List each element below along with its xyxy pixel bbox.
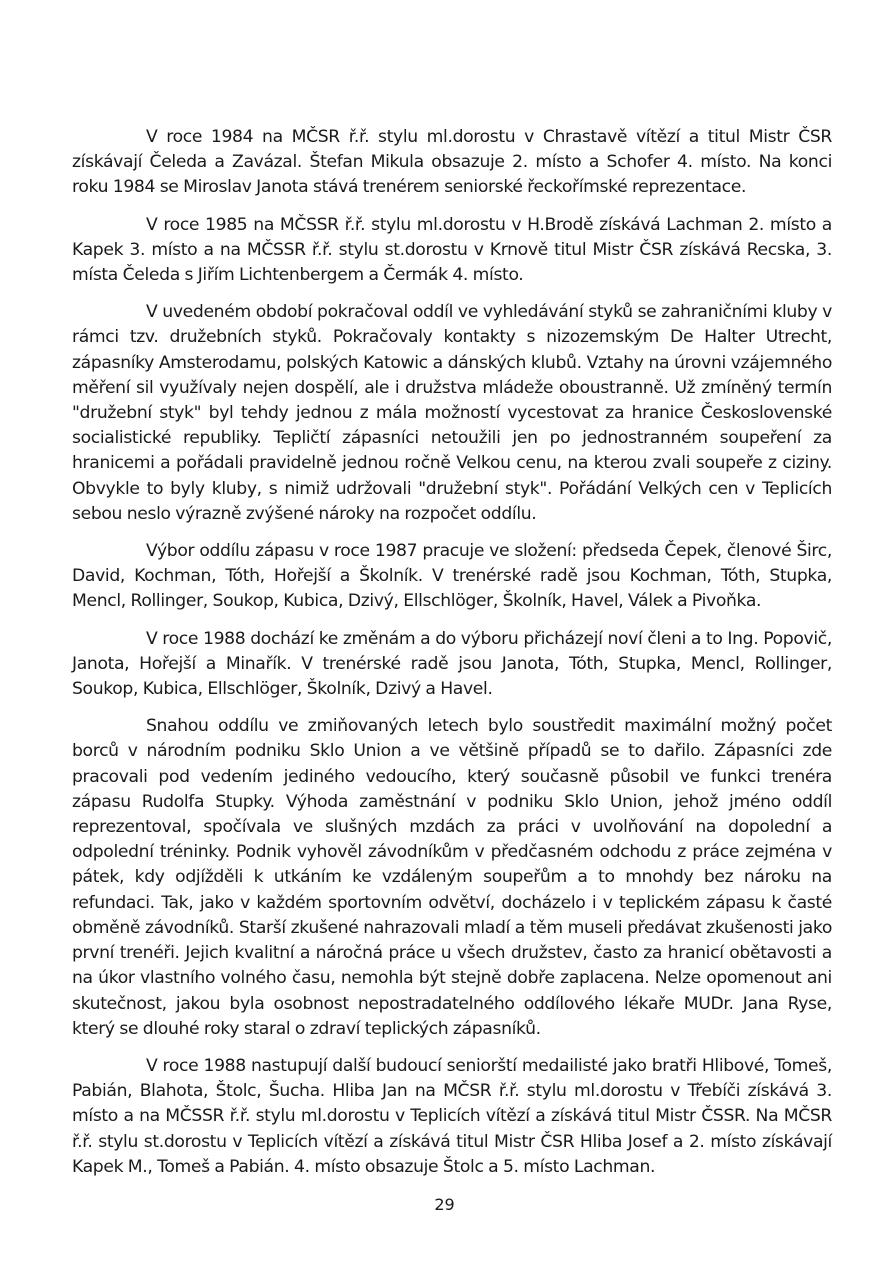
paragraph-1984: V roce 1984 na MČSR ř.ř. stylu ml.dorostu v Chrastavě vítězí a titul Mistr ČSR získávají Čeleda a Zavázal. Štefan Mikula obsazuje 2. místo a Schofer 4. místo. Na konci roku 1984 se Miroslav Janota stává trenérem seniorské řeckořímské reprezentace. [72, 127, 832, 198]
paragraph-medalists-1988: V roce 1988 nastupují další budoucí seniorští medailisté jako bratři Hlibové, Tomeš, Pabián, Blahota, Štolc, Šucha. Hliba Jan na MČSR ř.ř. stylu ml.dorostu v Třebíči získává 3. místo a na MČSSR ř.ř. stylu ml.dorostu v Teplicích vítězí a získává titul Mistr ČSSR. Na MČSR ř.ř. stylu st.dorostu v Teplicích vítězí a získává titul Mistr ČSR Hliba Josef a 2. místo získávají Kapek M., Tomeš a Pabián. 4. místo obsazuje Štolc a 5. místo Lachman. [72, 1055, 832, 1177]
paragraph-sklo-union: Snahou oddílu ve zmiňovaných letech bylo soustředit maximální možný počet borců v národním podniku Sklo Union a ve většině případů se to dařilo. Zápasníci zde pracovali pod vedením jediného vedoucího, který současně působil ve funkci trenéra zápasu Rudolfa Stupky. Výhoda zaměstnání v podniku Sklo Union, jehož jméno oddíl reprezentoval, spočívala ve slušných mzdách za práci v uvolňování na dopolední a odpolední tréninky. Podnik vyhověl závodníkům v předčasném odchodu z práce zejména v pátek, kdy odjížděli k utkáním ke vzdáleným soupeřům a to mnohdy bez nároku na refundaci. Tak, jako v každém sportovním odvětví, docházelo i v teplickém zápasu k časté obměně závodníků. Starší zkušené nahrazovali mladí a těm museli předávat zkušenosti jako první trenéři. Jejich kvalitní a náročná práce u všech družstev, často za hranicí obětavosti a na úkor vlastního volného času, nemohla být stejně dobře zaplacena. Nelze opomenout ani skutečnost, jakou byla osobnost nepostradatelného oddílového lékaře MUDr. Jana Ryse, který se dlouhé roky staral o zdraví teplických zápasníků. [72, 716, 832, 1039]
paragraph-committee-1987: Výbor oddílu zápasu v roce 1987 pracuje ve složení: předseda Čepek, členové Širc, David, Kochman, Tóth, Hořejší a Školník. V trenérské radě jsou Kochman, Tóth, Stupka, Mencl, Rollinger, Soukop, Kubica, Dzivý, Ellschlöger, Školník, Havel, Válek a Pivoňka. [72, 541, 832, 612]
paragraph-foreign-contacts: V uvedeném období pokračoval oddíl ve vyhledávání styků se zahraničními kluby v rámci tzv. družebních styků. Pokračovaly kontakty s nizozemským De Halter Utrecht, zápasníky Amsterodamu, polských Katowic a dánských klubů. Vztahy na úrovni vzájemného měření sil využívaly nejen dospělí, ale i družstva mládeže oboustranně. Už zmíněný termín "družební styk" byl tehdy jednou z mála možností vycestovat za hranice Československé socialistické republiky. Tepličtí zápasníci netoužili jen po jednostranném soupeření za hranicemi a pořádali pravidelně jednou ročně Velkou cenu, na kterou zvali soupeře z ciziny. Obvykle to byly kluby, s nimiž udržovali "družební styk". Pořádání Velkých cen v Teplicích sebou neslo výrazně zvýšené nároky na rozpočet oddílu. [72, 302, 832, 524]
document-page [72, 125, 832, 1192]
page-number: 29 [434, 1195, 455, 1214]
paragraph-committee-1988: V roce 1988 dochází ke změnám a do výboru přicházejí noví členi a to Ing. Popovič, Janota, Hořejší a Minařík. V trenérské radě jsou Janota, Tóth, Stupka, Mencl, Rollinger, Soukop, Kubica, Ellschlöger, Školník, Dzivý a Havel. [72, 628, 832, 700]
paragraph-1985: V roce 1985 na MČSSR ř.ř. stylu ml.dorostu v H.Brodě získává Lachman 2. místo a Kapek 3. místo a na MČSSR ř.ř. stylu st.dorostu v Krnově titul Mistr ČSR získává Recska, 3. místa Čeleda s Jiřím Lichtenbergem a Čermák 4. místo. [72, 214, 832, 286]
